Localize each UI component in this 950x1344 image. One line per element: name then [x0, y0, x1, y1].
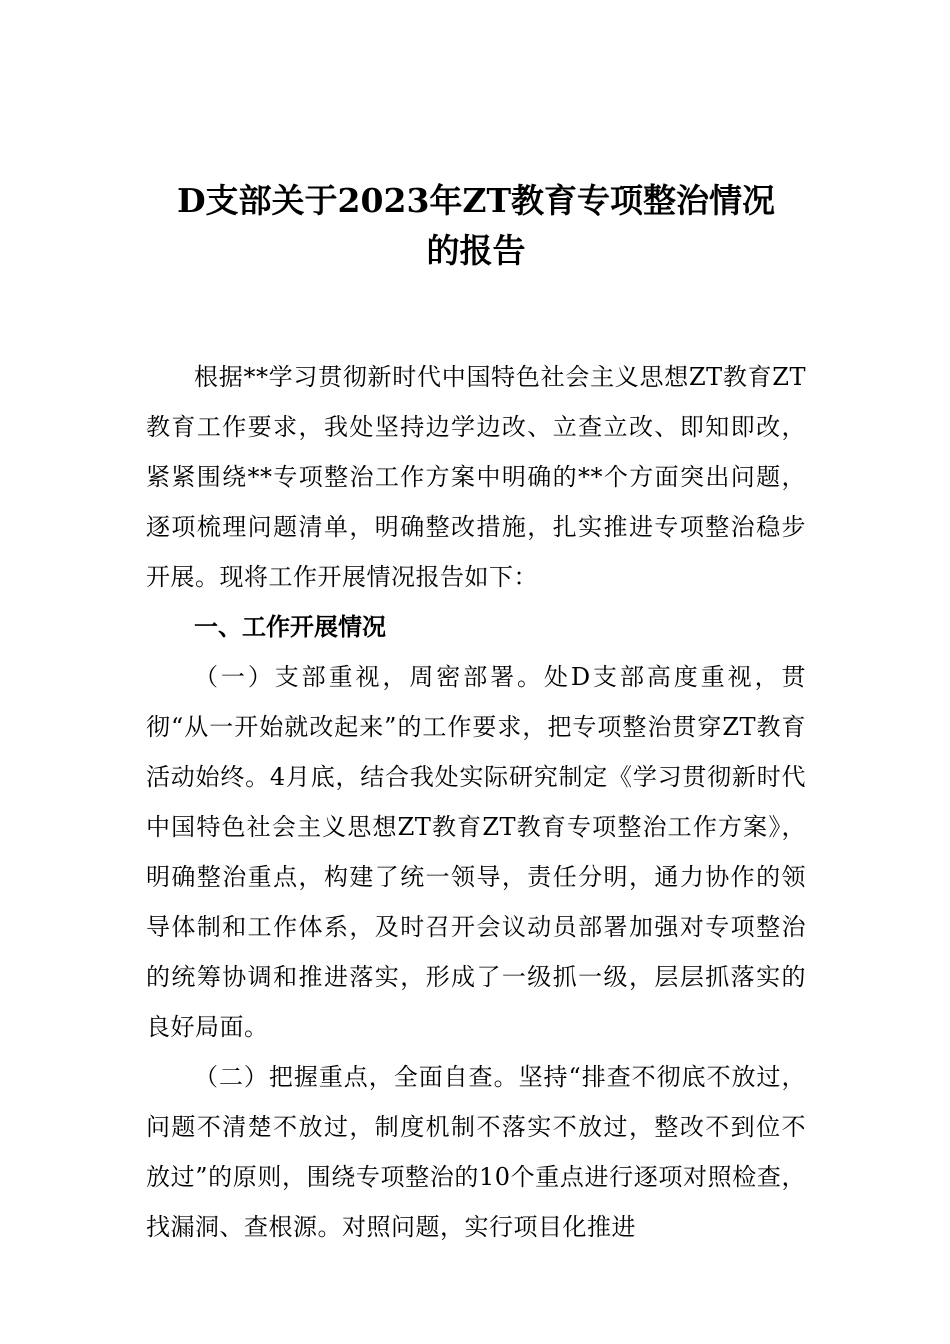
section1-paragraph-1: （一）支部重视，周密部署。处D支部高度重视，贯彻“从一开始就改起来”的工作要求，把专项整治贯穿ZT教育活动始终。4月底，结合我处实际研究制定《学习贯彻新时代中国特色社会主义思想ZT教育ZT教育专项整治工作方案》，明确整治重点，构建了统一领导，责任分明，通力协作的领导体制和工作体系，及时召开会议动员部署加强对专项整治的统筹协调和推进落实，形成了一级抓一级，层层抓落实的良好局面。	[146, 663, 806, 1041]
title-line-1: D支部关于2023年ZT教育专项整治情况	[176, 181, 776, 220]
section1-paragraph-2: （二）把握重点，全面自查。坚持“排查不彻底不放过，问题不清楚不放过，制度机制不落实不放过，整改不到位不放过”的原则，围绕专项整治的10个重点进行逐项对照检查，找漏洞、查根源。对照问题，实行项目化推进	[146, 1063, 806, 1241]
intro-paragraph: 根据**学习贯彻新时代中国特色社会主义思想ZT教育ZT教育工作要求，我处坚持边学边改、立查立改、即知即改，紧紧围绕**专项整治工作方案中明确的**个方面突出问题，逐项梳理问题清单，明确整改措施，扎实推进专项整治稳步开展。现将工作开展情况报告如下：	[146, 363, 806, 591]
section-heading-1: 一、工作开展情况	[194, 613, 386, 641]
document-title	[146, 176, 806, 276]
title-line-2: 的报告	[426, 231, 526, 270]
document-body	[146, 352, 806, 1252]
document-page	[146, 176, 806, 1252]
